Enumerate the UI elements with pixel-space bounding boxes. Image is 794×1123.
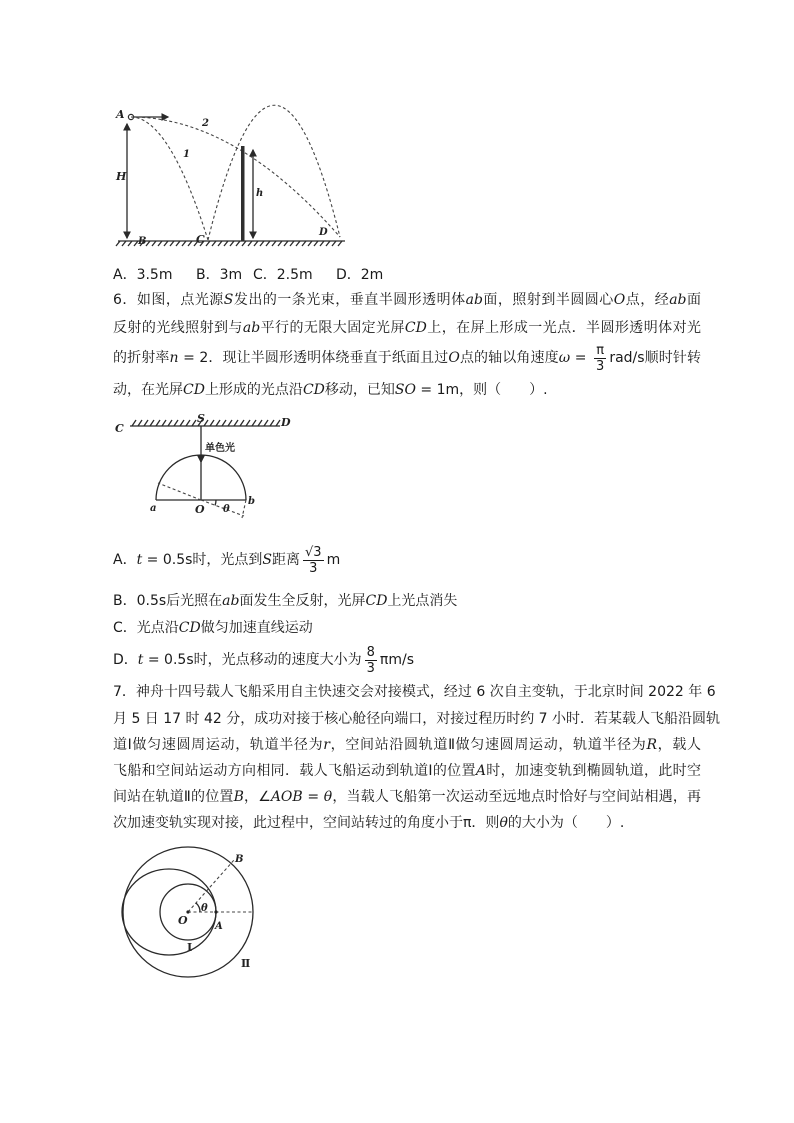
math-symbol: ab bbox=[465, 292, 483, 308]
label-h: h bbox=[256, 188, 264, 199]
text-run: 面 bbox=[686, 292, 701, 308]
text-run: = 1m，则（ ）. bbox=[415, 382, 548, 398]
q6-option-d[interactable] bbox=[113, 640, 414, 680]
text-run: 次加速变轨实现对接，此过程中，空间站转过的角度小于π．则 bbox=[113, 815, 500, 831]
text-run: 面，照射到半圆圆心 bbox=[482, 292, 614, 308]
text-run: 6．如图，点光源 bbox=[113, 292, 224, 308]
math-symbol: B bbox=[233, 789, 244, 805]
q6-option-a-before bbox=[113, 552, 300, 568]
text-run: 反射的光线照射到与 bbox=[113, 320, 243, 336]
q6-option-a-after bbox=[327, 552, 341, 568]
wall bbox=[241, 146, 245, 241]
text-run: 上形成的光点沿 bbox=[204, 382, 303, 398]
q6-option-b[interactable] bbox=[113, 591, 457, 611]
text-run: 发出的一条光束，垂直半圆形透明体 bbox=[233, 292, 466, 308]
q7-stem-line-2 bbox=[113, 709, 721, 729]
text-run: 移动，已知 bbox=[324, 382, 395, 398]
label-S: S bbox=[197, 412, 205, 425]
q7-stem-line-5 bbox=[113, 787, 701, 807]
label-C: C bbox=[196, 233, 205, 246]
text-run: πm/s bbox=[379, 652, 414, 668]
text-run: = 0.5s时，光点到 bbox=[142, 552, 263, 568]
omega-fraction bbox=[594, 343, 606, 374]
q5-option-c[interactable]: C．2.5m bbox=[253, 267, 313, 283]
label-B: B bbox=[235, 854, 244, 865]
math-symbol: CD bbox=[178, 620, 201, 636]
label-2: 2 bbox=[202, 118, 209, 129]
label-H: H bbox=[116, 170, 127, 183]
q5-option-d[interactable]: D．2m bbox=[336, 267, 384, 283]
math-symbol: CD bbox=[365, 593, 388, 609]
math-symbol: θ bbox=[499, 815, 508, 831]
q6-stem-line-4 bbox=[113, 380, 548, 400]
fraction-denominator: 3 bbox=[366, 660, 375, 676]
label-D: D bbox=[319, 227, 328, 238]
label-theta: θ bbox=[201, 903, 208, 914]
reflected-ray bbox=[158, 483, 201, 500]
text-run: ，∠ bbox=[243, 789, 271, 805]
label-A: A bbox=[215, 921, 223, 932]
q7-stem-line-3 bbox=[113, 735, 701, 755]
label-C: C bbox=[115, 422, 124, 435]
text-run: 平行的无限大固定光屏 bbox=[260, 320, 405, 336]
text-run: 点的轴以角速度 bbox=[459, 350, 559, 366]
text-run: 月 5 日 17 时 42 分，成功对接于核心舱径向端口，对接过程历时约 7 小时．若某载人飞船沿圆轨 bbox=[113, 711, 721, 727]
math-symbol: S bbox=[223, 292, 234, 308]
text-run: 间站在轨道Ⅱ的位置 bbox=[113, 789, 234, 805]
q7-stem-line-4 bbox=[113, 761, 701, 781]
q6-option-d-before bbox=[113, 652, 362, 668]
trajectory-1 bbox=[131, 117, 208, 240]
text-run: = bbox=[302, 789, 324, 805]
math-symbol: θ bbox=[323, 789, 333, 805]
ground-hatch bbox=[116, 241, 342, 246]
q5-option-b[interactable]: B．3m bbox=[196, 267, 243, 283]
q5-option-a[interactable]: A．3.5m bbox=[113, 267, 173, 283]
beam-label: 单色光 bbox=[205, 443, 235, 454]
text-run: 点，经 bbox=[625, 292, 670, 308]
math-symbol: SO bbox=[394, 382, 416, 398]
line-OB bbox=[188, 860, 234, 912]
label-O: O bbox=[178, 914, 188, 927]
math-symbol: n bbox=[169, 350, 179, 366]
fraction-numerator: π bbox=[596, 342, 605, 358]
text-run: ，当载人飞船第一次运动至远地点时恰好与空间站相遇，再 bbox=[332, 789, 702, 805]
text-run: 做匀加速直线运动 bbox=[200, 620, 313, 636]
text-run: B．0.5s后光照在 bbox=[113, 593, 223, 609]
q6-stem-line-2 bbox=[113, 318, 701, 338]
theta-arc bbox=[196, 903, 200, 912]
text-run: ，空间站沿圆轨道Ⅱ做匀速圆周运动，轨道半径为 bbox=[329, 737, 647, 753]
text-run: C．光点沿 bbox=[113, 620, 179, 636]
math-symbol: CD bbox=[404, 320, 427, 336]
q7-stem-line-6 bbox=[113, 813, 624, 833]
text-run: ，载人 bbox=[656, 737, 702, 753]
fraction-denominator: 3 bbox=[596, 358, 605, 374]
text-run: 上光点消失 bbox=[387, 593, 458, 609]
label-D: D bbox=[281, 416, 291, 429]
math-symbol: t bbox=[137, 652, 144, 668]
q6-option-a[interactable] bbox=[113, 540, 340, 580]
text-run: 7．神舟十四号载人飞船采用自主快速交会对接模式，经过 6 次自主变轨，于北京时间 2022 年 6 bbox=[113, 684, 716, 700]
text-run: D． bbox=[113, 652, 138, 668]
label-theta: θ bbox=[223, 504, 230, 515]
point-A bbox=[214, 910, 217, 913]
trajectory-2 bbox=[131, 117, 340, 237]
text-run: = 2．现让半圆形透明体绕垂直于纸面且过 bbox=[178, 350, 449, 366]
math-symbol: ω bbox=[558, 350, 571, 366]
projectile-figure bbox=[112, 103, 348, 249]
text-run: 道Ⅰ做匀速圆周运动，轨道半径为 bbox=[113, 737, 324, 753]
semicircle-figure bbox=[113, 410, 293, 522]
q6-line3-after bbox=[609, 350, 701, 366]
text-run: = bbox=[570, 350, 592, 366]
math-symbol: t bbox=[136, 552, 143, 568]
text-run: 的折射率 bbox=[113, 350, 170, 366]
text-run: 距离 bbox=[272, 552, 301, 568]
label-b: b bbox=[248, 496, 255, 507]
math-symbol: R bbox=[646, 737, 657, 753]
math-symbol: A bbox=[475, 763, 486, 779]
speed-fraction bbox=[365, 645, 377, 676]
text-run: 时，加速变轨到椭圆轨道，此时空 bbox=[485, 763, 701, 779]
text-run: rad/s顺时针转 bbox=[609, 350, 702, 366]
text-run: m bbox=[326, 552, 341, 568]
math-symbol: CD bbox=[302, 382, 325, 398]
q6-stem-line-3 bbox=[113, 338, 701, 378]
text-run: = 0.5s时，光点移动的速度大小为 bbox=[143, 652, 362, 668]
text-run: 上，在屏上形成一光点．半圆形透明体对光 bbox=[426, 320, 702, 336]
fraction-numerator: 8 bbox=[366, 644, 375, 660]
label-A: A bbox=[116, 108, 125, 121]
label-a: a bbox=[150, 503, 157, 514]
q7-stem-line-1 bbox=[113, 682, 716, 702]
text-run: 面发生全反射，光屏 bbox=[239, 593, 366, 609]
orbit-figure bbox=[115, 845, 265, 981]
text-run: 飞船和空间站运动方向相同．载人飞船运动到轨道Ⅰ的位置 bbox=[113, 763, 476, 779]
q5-options bbox=[113, 265, 413, 285]
label-orbit-2: Ⅱ bbox=[241, 957, 251, 970]
text-run: A． bbox=[113, 552, 137, 568]
distance-fraction bbox=[303, 545, 324, 576]
q6-option-c[interactable] bbox=[113, 618, 313, 638]
math-symbol: O bbox=[613, 292, 626, 308]
math-symbol: O bbox=[448, 350, 460, 366]
label-O: O bbox=[195, 503, 205, 516]
text-run: 的大小为（ ）. bbox=[507, 815, 625, 831]
math-symbol: ab bbox=[669, 292, 687, 308]
q6-option-d-after bbox=[380, 652, 414, 668]
label-1: 1 bbox=[183, 149, 190, 160]
fraction-numerator: √3 bbox=[305, 544, 322, 560]
theta-arc bbox=[215, 500, 216, 506]
math-symbol: AOB bbox=[270, 789, 303, 805]
label-B: B bbox=[138, 236, 147, 247]
q6-stem-line-1 bbox=[113, 290, 701, 310]
math-symbol: S bbox=[262, 552, 273, 568]
rebound-arc bbox=[208, 105, 340, 240]
text-run: 动，在光屏 bbox=[113, 382, 183, 398]
q6-line3-before bbox=[113, 350, 591, 366]
math-symbol: CD bbox=[183, 382, 205, 398]
math-symbol: ab bbox=[222, 593, 240, 609]
label-orbit-1: Ⅰ bbox=[187, 941, 193, 954]
fraction-denominator: 3 bbox=[309, 560, 318, 576]
screen-hatch bbox=[132, 420, 280, 426]
math-symbol: ab bbox=[242, 320, 261, 336]
math-symbol: r bbox=[323, 737, 330, 753]
